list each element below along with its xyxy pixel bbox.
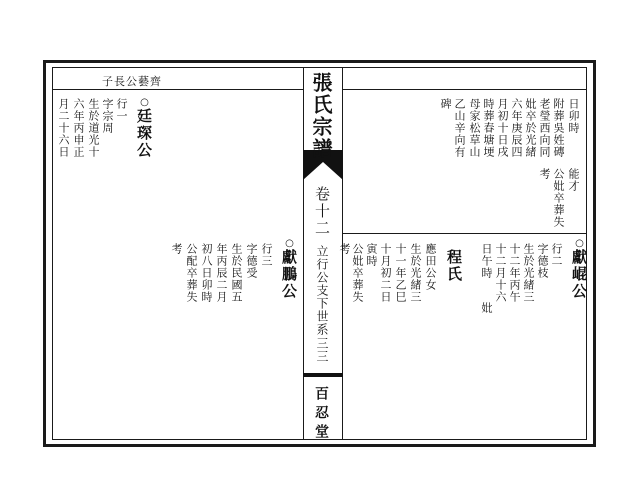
spouse-line: 公妣卒葬失 bbox=[351, 243, 364, 303]
left-header-note: 子長公藝齊 bbox=[102, 75, 162, 88]
continued-line: 老瑩西向同 bbox=[538, 98, 551, 158]
right-top-rule bbox=[343, 89, 586, 90]
volume-label: 卷十二 bbox=[313, 186, 331, 237]
page-number: 三三 bbox=[315, 337, 329, 363]
continued-line: 月初十日戌 bbox=[496, 98, 509, 158]
branch-line-label: 立行公支下世系 bbox=[315, 245, 329, 336]
left-header-rule bbox=[53, 89, 303, 90]
note-line: 考 bbox=[538, 168, 551, 180]
entry-line: 生於光緒三 bbox=[522, 243, 535, 303]
spouse-line: 寅時 bbox=[365, 243, 378, 267]
entry-marker-icon: ○ bbox=[284, 238, 295, 249]
right-middle-rule bbox=[343, 233, 586, 234]
entry-line: 年丙辰二月 bbox=[215, 243, 228, 303]
continued-line: 碑 bbox=[439, 98, 452, 110]
entry-line: 行一 bbox=[115, 98, 128, 122]
entry-line: 行三 bbox=[260, 243, 273, 267]
entry-marker-icon: ○ bbox=[574, 238, 585, 249]
spouse-line: 生於光緒三 bbox=[409, 243, 422, 303]
spouse-line: 十月初二日 bbox=[379, 243, 392, 303]
entry-line: 十二年丙午 bbox=[508, 243, 521, 303]
entry-line: 日午時 bbox=[480, 243, 493, 279]
note-line: 公妣卒葬失 bbox=[552, 168, 565, 228]
entry-line: 生於道光十 bbox=[87, 98, 100, 158]
spouse-line: 十一年乙巳 bbox=[394, 243, 407, 303]
spouse-line: 應田公女 bbox=[424, 243, 437, 291]
note-line: 能才 bbox=[567, 168, 580, 192]
entry-line: 十二月十六 bbox=[494, 243, 507, 303]
entry-line: 妣 bbox=[480, 302, 493, 314]
continued-line: 母家松草山 bbox=[468, 98, 481, 158]
entry-line: 字宗周 bbox=[101, 98, 114, 134]
entry-line: 考 bbox=[170, 243, 183, 255]
continued-line: 妣卒於光緒 bbox=[524, 98, 537, 158]
hall-name: 百忍堂 bbox=[313, 386, 329, 443]
entry-name: 廷琛公 bbox=[135, 108, 153, 159]
continued-line: 時葬春塘埂 bbox=[482, 98, 495, 158]
entry-name: 獻鵬公 bbox=[280, 249, 298, 300]
book-title: 張氏宗譜 bbox=[309, 72, 333, 160]
continued-line: 日卯時 bbox=[567, 98, 580, 134]
spouse-line: 考 bbox=[338, 243, 351, 255]
entry-line: 生於民國五 bbox=[230, 243, 243, 303]
entry-line: 字德枝 bbox=[536, 243, 549, 279]
continued-line: 六年庚辰四 bbox=[510, 98, 523, 158]
entry-line: 公配卒葬失 bbox=[185, 243, 198, 303]
entry-line: 行二 bbox=[550, 243, 563, 267]
entry-line: 六年丙申正 bbox=[72, 98, 85, 158]
continued-line: 附葬吳姓磚 bbox=[552, 98, 565, 158]
entry-line: 字德受 bbox=[245, 243, 258, 279]
entry-name: 獻崐公 bbox=[570, 249, 588, 300]
bottom-ornament-rule bbox=[303, 373, 343, 379]
entry-line: 月二十六日 bbox=[57, 98, 70, 158]
entry-line: 初八日卯時 bbox=[200, 243, 213, 303]
center-left-rule bbox=[303, 68, 304, 439]
continued-line: 乙山辛向有 bbox=[453, 98, 466, 158]
spouse-name: 程氏 bbox=[445, 249, 463, 283]
entry-marker-icon: ○ bbox=[139, 97, 150, 108]
